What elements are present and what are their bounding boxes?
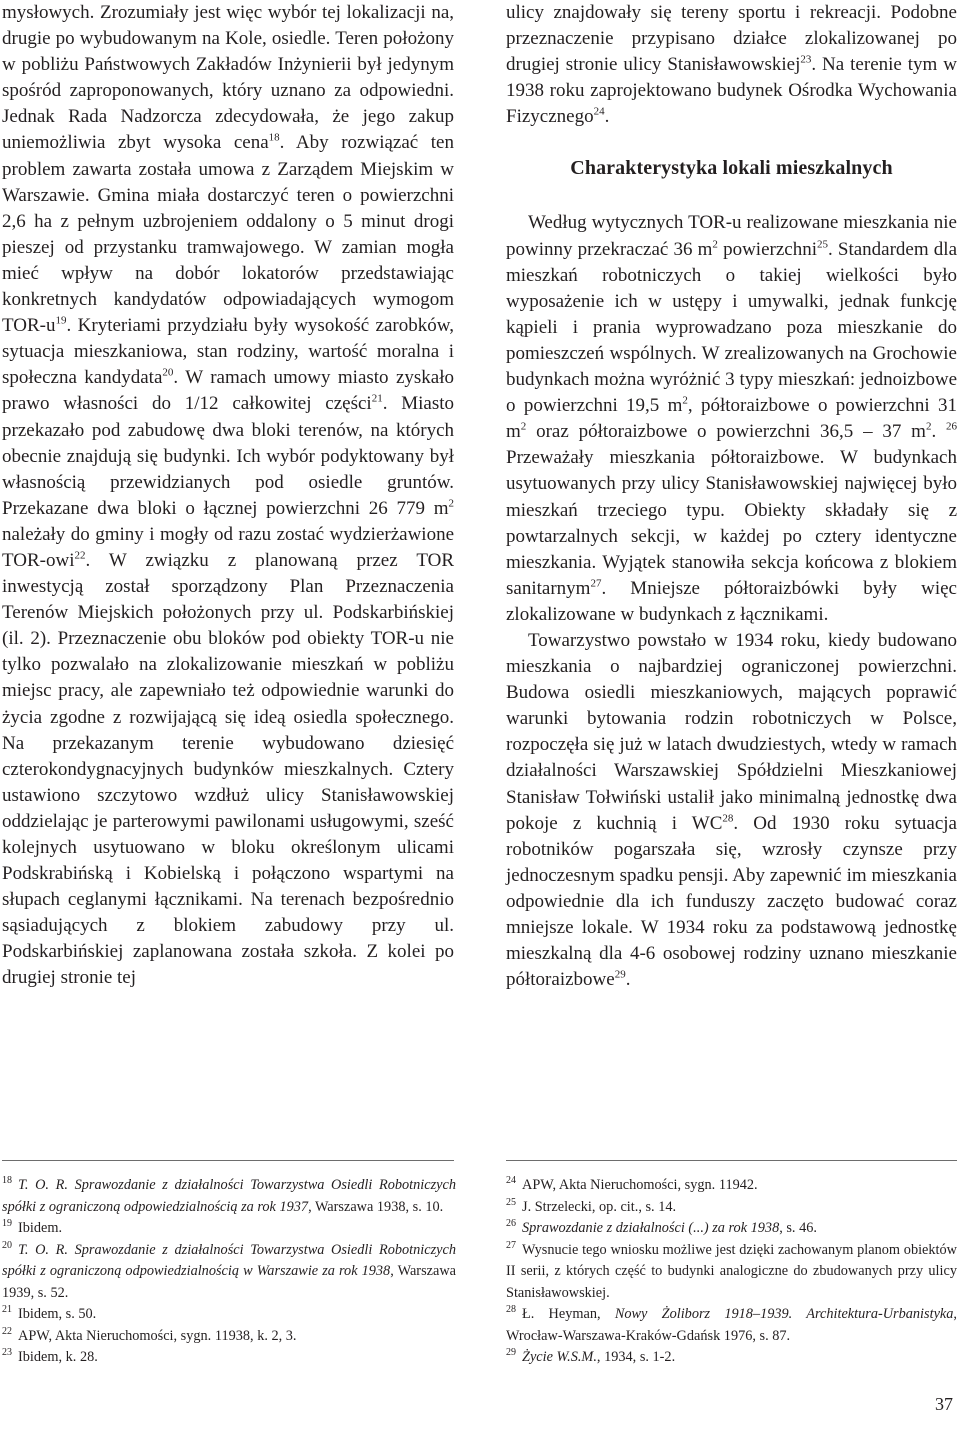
paragraph: mysłowych. Zrozumiały jest więc wybór tej lokalizacji na, drugie po wybudowanym na Kole, osiedle. Teren położony w pobliżu Państwowych Zakładów Inżynierii był jedynym spośród zaproponowanych, który uznano za odpowiedni. Jednak Rada Nadzorcza zdecydowała, że jego zakup uniemożliwia zbyt wysoka cena$^{18}$. Aby rozwiązać ten problem zawarta została umowa z Zarządem Miejskim w Warszawie. Gmina miała dostarczyć teren o powierzchni 2,6 ha z pełnym uzbrojeniem oddalony o 5 minut drogi pieszej od przystanku tramwajowego. W zamian mogła mieć wpływ na dobór lokatorów przedstawiając konkretnych kandydatów odpowiadających wymogom TOR-$u^{19}$. Kryteriami przydziału były wysokość zarobków, sytuacja mieszkaniowa, stan rodziny, wartość moralna i społeczna kandydata$^{20}$. W ramach umowy miasto zyskało prawo własności do 1/12 całkowitej części$^{21}$. Miasto przekazało pod zabudowę dwa bloki terenów, na których obecnie znajdują się budynki. Ich wybór podyktowany był własnością przewidzianych pod osiedle gruntów. Przekazane dwa bloki o łącznej powierzchni 26 779 $m^2$ należały do gminy i mogły od razu zostać wydzierżawione TOR-owi$^{22}$. W związku z planowaną przez TOR inwestycją został sporządzony Plan Przeznaczenia Terenów Miejskich położonych przy ul. Podskarbińskiej (il. 2). Przeznaczenie obu bloków pod obiekty TOR-u nie tylko pozwalało na zlokalizowanie mieszkań w pobliżu miejsc pracy, ale zapewniało też odpowiednie warunki do życia zgodne z rozwijającą się ideą osiedla społecznego. Na przekazanym terenie wybudowano dziesięć czterokondygnacyjnych budynków mieszkalnych. Cztery ustawiono szczytowo wzdłuż ulicy Stanisławowskiej oddzielając je parterowymi pawilonami usługowymi, sześć kolejnych usytuowano w bloku określonym ulicami Podskrabińską i Kobielską i połączono wspartymi na słupach ceglanymi łącznikami. Na terenach bezpośrednio sąsiadujących z blokiem zabudowy przy ul. Podskarbińskiej zaplanowana została szkoła. Z kolei po drugiej stronie tej	[2, 2, 455, 989]
footnote-reference: 24	[593, 106, 605, 119]
italic-title: T. O. R. Sprawozdanie z działalności Towarzystwa Osiedli Robotniczych spółki z ograniczoną odpowiedzialnością za rok 1937	[2, 1177, 456, 1215]
left-column	[2, 0, 454, 992]
footnote-number: 29	[506, 1347, 516, 1359]
footnote-reference: 23	[800, 53, 812, 66]
footnote-number: 21	[2, 1304, 12, 1316]
footnote-reference: 2	[682, 394, 688, 407]
footnote: $^{22}$ APW, Akta Nieruchomości, sygn. 11938, k. 2, 3.	[2, 1325, 297, 1344]
footnotes-right	[506, 1175, 957, 1369]
footnotes-left	[2, 1175, 456, 1369]
footnote-number: 27	[506, 1239, 516, 1251]
footnote: $^{26}$ Sprawozdanie z działalności (...) za rok 1938, s. 46.	[506, 1218, 817, 1236]
footnote-divider-right	[506, 1160, 957, 1161]
footnote-reference: 20	[162, 366, 174, 379]
footnote: $^{25}$ J. Strzelecki, op. cit., s. 14.	[506, 1196, 677, 1215]
footnote-reference: 27	[590, 577, 602, 590]
left-body-text	[2, 0, 454, 992]
footnote: $^{27}$ Wysnucie tego wniosku możliwe jest dzięki zachowanym planom obiektów II serii, z których część to budynki analogiczne do zbudowanych przy ulicy Stanisławowskiej.	[506, 1239, 957, 1301]
footnote-number: 23	[2, 1347, 12, 1359]
footnote: $^{20}$ T. O. R. Sprawozdanie z działalności Towarzystwa Osiedli Robotniczych spółki z ograniczoną odpowiedzialnością w Warszawie za rok 1938, Warszawa 1939, s. 52.	[2, 1239, 456, 1301]
footnote-divider-left	[2, 1160, 454, 1161]
footnote-reference: 29	[614, 968, 626, 981]
footnote: $^{21}$ Ibidem, s. 50.	[2, 1304, 97, 1322]
footnote-reference: 2	[520, 420, 527, 433]
footnote-reference: 21	[371, 393, 383, 406]
footnote: $^{23}$ Ibidem, k. 28.	[2, 1347, 98, 1365]
right-column	[506, 0, 957, 993]
footnote-reference: 19	[55, 314, 67, 327]
footnote-reference: 28	[722, 812, 734, 825]
italic-title: Nowy Żoliborz 1918–1939. Architektura-Urbanistyka	[614, 1306, 954, 1322]
footnote-reference: 25	[816, 238, 828, 251]
page-number: 37	[935, 1394, 953, 1414]
footnote: $^{29}$ Życie W.S.M., 1934, s. 1-2.	[506, 1347, 676, 1365]
footnote-reference: 2	[448, 497, 454, 510]
italic-title: Życie W.S.M.	[522, 1349, 597, 1365]
footnote: $^{24}$ APW, Akta Nieruchomości, sygn. 11942.	[506, 1175, 758, 1193]
paragraph: ulicy znajdowały się tereny sportu i rekreacji. Podobne przeznaczenie przypisano działce zlokalizowanej po drugiej stronie ulicy Stanisławowskiej$^{23}$. Na terenie tym w 1938 roku zaprojektowano budynek Ośrodka Wychowania Fizycznego$^{24}$.	[506, 2, 958, 128]
footnote-reference: 18	[268, 132, 280, 145]
footnote-number: 26	[506, 1218, 516, 1230]
paragraph: Towarzystwo powstało w 1934 roku, kiedy budowano mieszkania o najbardziej ograniczonej powierzchni. Budowa osiedli mieszkaniowych, mających poprawić warunki bytowania rodzin robotniczych w Polsce, rozpoczęła się już w latach dwudziestych, wtedy w ramach działalności Warszawskiej Spółdzielni Mieszkaniowej Stanisław Tołwiński ustalił jako minimalną jednostkę dwa pokoje z kuchnią i WC$^{28}$. Od 1930 roku sytuacja robotników pogarszała się, wzrosły czynsze przy jednoczesnym spadku pensji. Aby zapewnić im mieszkania odpowiednie dla ich funduszy zaczęto budować coraz mniejsze lokale. W 1934 roku za podstawową jednostkę mieszkalną dla 4-6 osobowej rodziny uznano mieszkanie półtoraizbowe$^{29}$.	[506, 629, 957, 991]
footnote-reference: 2	[925, 420, 932, 433]
right-intro-text	[506, 0, 957, 130]
footnote: $^{28}$ Ł. Heyman, Nowy Żoliborz 1918–1939. Architektura-Urbanistyka, Wrocław-Warszawa-Kraków-Gdańsk 1976, s. 87.	[506, 1304, 957, 1344]
paragraph: Według wytycznych TOR-u realizowane mieszkania nie powinny przekraczać 36 $m^2$ powierzchni$^{25}$. Standardem dla mieszkań robotniczych o takiej wielkości było wyposażenie ich w ustępy i umywalki, jednak funkcję kąpieli i prania wyprowadzano poza mieszkanie do pomieszczeń wspólnych. W zrealizowanych na Grochowie budynkach można wyróżnić 3 typy mieszkań: jednoizbowe o powierzchni 19,5 $m^2$, półtoraizbowe o powierzchni 31 $m^2$ oraz półtoraizbowe o powierzchni 36,5 – 37 $m^2$. $^{26}$ Przeważały mieszkania półtoraizbowe. W budynkach usytuowanych przy ulicy Stanisławowskiej najwięcej było mieszkań trzeciego typu. Obiekty składały się z powtarzalnych sekcji, w każdej po cztery identyczne mieszkania. Wyjątek stanowiła sekcja końcowa z blokiem sanitarnym$^{27}$. Mniejsze półtoraizbówki były więc zlokalizowane w budynkach z łącznikami.	[506, 212, 958, 625]
footnote-number: 18	[2, 1175, 12, 1187]
section-heading: Charakterystyka lokali mieszkalnych	[570, 157, 893, 180]
italic-title: Sprawozdanie z działalności (...) za rok 1938	[522, 1220, 780, 1236]
footnote: $^{19}$ Ibidem.	[2, 1218, 63, 1236]
footnote-reference: 26	[946, 420, 958, 433]
footnote-number: 28	[506, 1304, 516, 1316]
footnote-number: 22	[2, 1325, 12, 1337]
footnote-number: 25	[506, 1196, 516, 1208]
footnote-number: 20	[2, 1239, 12, 1251]
footnote: $^{18}$ T. O. R. Sprawozdanie z działalności Towarzystwa Osiedli Robotniczych spółki z ograniczoną odpowiedzialnością za rok 1937, Warszawa 1938, s. 10.	[2, 1175, 456, 1215]
footnote-reference: 2	[712, 238, 718, 251]
footnote-number: 19	[2, 1218, 12, 1230]
footnote-number: 24	[506, 1175, 516, 1187]
italic-title: T. O. R. Sprawozdanie z działalności Towarzystwa Osiedli Robotniczych spółki z ograniczoną odpowiedzialnością w Warszawie za rok 1938	[2, 1241, 456, 1279]
right-body-text	[506, 210, 957, 993]
footnote-reference: 22	[74, 549, 86, 562]
